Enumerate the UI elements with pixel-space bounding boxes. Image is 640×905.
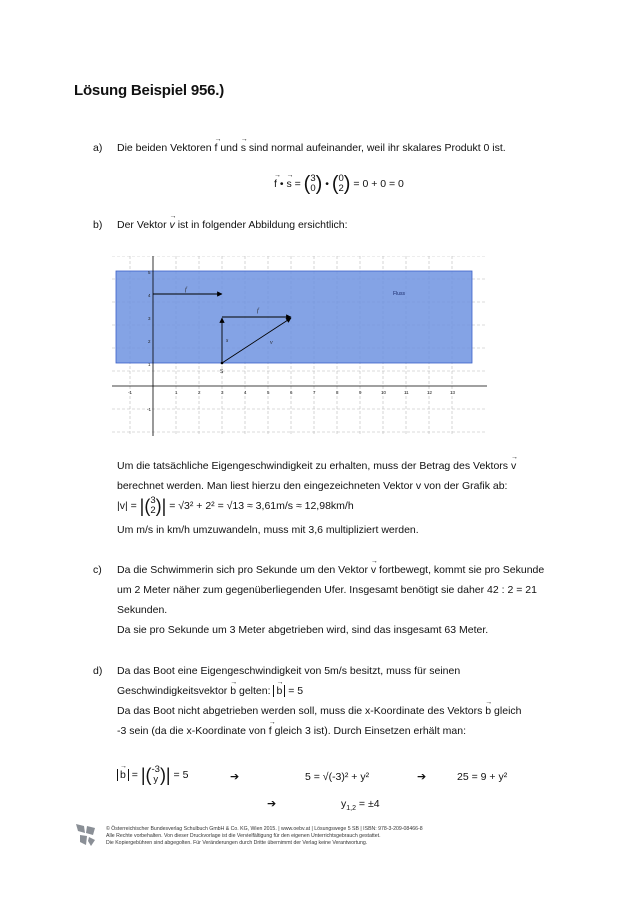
x-tick: 1 xyxy=(175,390,178,395)
item-b-p3: Um m/s in km/h umzuwandeln, muss mit 3,6 multipliziert werden. xyxy=(117,524,419,536)
x-tick: 3 xyxy=(221,390,224,395)
y-tick: 4 xyxy=(148,293,151,298)
item-d-label: d) xyxy=(93,665,103,677)
item-d-line3: Da das Boot nicht abgetrieben werden soll, muss die x-Koordinate des Vektors → b gleich xyxy=(117,704,522,718)
item-b-text: Der Vektor → v ist in folgender Abbildung ersichtlich: xyxy=(117,218,348,232)
y-tick: 1 xyxy=(148,362,151,367)
item-b-p2: berechnet werden. Man liest hierzu den eingezeichneten Vektor v von der Grafik ab: xyxy=(117,480,508,492)
vector-diagram xyxy=(112,256,487,436)
x-tick: 7 xyxy=(313,390,316,395)
point-S xyxy=(221,362,224,365)
x-tick: 6 xyxy=(290,390,293,395)
y-tick: -1 xyxy=(147,407,152,412)
y-tick: 3 xyxy=(148,316,151,321)
arrow-icon: ➔ xyxy=(230,771,240,783)
item-d-eq2: 5 = √(-3)² + y² xyxy=(305,771,370,783)
x-tick: 4 xyxy=(244,390,247,395)
x-tick: 10 xyxy=(381,390,387,395)
item-c-line4: Da sie pro Sekunde um 3 Meter abgetrieben wird, sind das insgesamt 63 Meter. xyxy=(117,624,489,636)
label-s: s xyxy=(226,338,229,344)
river-band xyxy=(116,271,472,363)
label-S: S xyxy=(220,369,224,375)
item-a-equation: → f • → s = (3 0) • (0 2) = 0 + 0 = 0 xyxy=(274,174,404,194)
item-b-calc: |v| = |(3 2)| = √3² + 2² = √13 ≈ 3,61m/s ≈ 12,98km/h xyxy=(117,495,354,516)
y-tick: 2 xyxy=(148,339,151,344)
label-f: f xyxy=(257,308,259,314)
item-b-label: b) xyxy=(93,219,103,231)
footer-line-2: Alle Rechte vorbehalten. Von dieser Druckvorlage ist die Vervielfältigung für den eigenen Unterrichtsgebrauch gestattet. xyxy=(106,833,381,839)
arrow-icon: ➔ xyxy=(267,798,277,810)
item-c-line2: um 2 Meter näher zum gegenüberliegenden Ufer. Insgesamt benötigt sie daher 42 : 2 = 21 xyxy=(117,584,537,596)
publisher-logo-icon xyxy=(74,822,98,848)
page-title: Lösung Beispiel 956.) xyxy=(74,82,225,99)
x-tick: 8 xyxy=(336,390,339,395)
river-label: Fluss xyxy=(393,291,405,297)
item-a-text: Die beiden Vektoren → f und → s sind normal aufeinander, weil ihr skalares Produkt 0 ist. xyxy=(117,141,506,155)
y-tick: 5 xyxy=(148,270,151,275)
label-f-top: f xyxy=(185,287,187,293)
footer-line-1: © Österreichischer Bundesverlag Schulbuch GmbH & Co. KG, Wien 2015. | www.oebv.at | Lösungswege 5 SB | ISBN: 978-3-209-08466-8 xyxy=(106,826,423,832)
x-tick: -1 xyxy=(128,390,133,395)
item-c-line1: Da die Schwimmerin sich pro Sekunde um den Vektor → v fortbewegt, kommt sie pro Sekunde xyxy=(117,563,544,577)
item-a-label: a) xyxy=(93,142,103,154)
item-d-eq1: → b = |(-3 y )| = 5 xyxy=(117,765,188,785)
item-d-line1: Da das Boot eine Eigengeschwindigkeit von 5m/s besitzt, muss für seinen xyxy=(117,665,461,677)
item-d-line4: -3 sein (da die x-Koordinate von → f gleich 3 ist). Durch Einsetzen erhält man: xyxy=(117,724,466,738)
item-d-line2: Geschwindigkeitsvektor → b gelten: → b = 5 xyxy=(117,684,303,698)
item-b-p1: Um die tatsächliche Eigengeschwindigkeit zu erhalten, muss der Betrag des Vektors → v xyxy=(117,459,516,473)
x-tick: 13 xyxy=(450,390,456,395)
x-tick: 2 xyxy=(198,390,201,395)
item-d-eq3: 25 = 9 + y² xyxy=(457,771,508,783)
item-d-eq4: $y_{1,2} = \pm 4$ xyxy=(341,798,380,813)
x-tick: 9 xyxy=(359,390,362,395)
x-tick: 12 xyxy=(427,390,433,395)
label-v: v xyxy=(270,340,273,346)
item-c-label: c) xyxy=(93,564,102,576)
item-c-line3: Sekunden. xyxy=(117,604,168,616)
footer-line-3: Die Kopiergebühren sind abgegolten. Für Veränderungen durch Dritte übernimmt der Verlag keine Verantwortung. xyxy=(106,840,368,846)
x-tick: 11 xyxy=(404,390,409,395)
x-tick: 5 xyxy=(267,390,270,395)
arrow-icon: ➔ xyxy=(417,771,427,783)
